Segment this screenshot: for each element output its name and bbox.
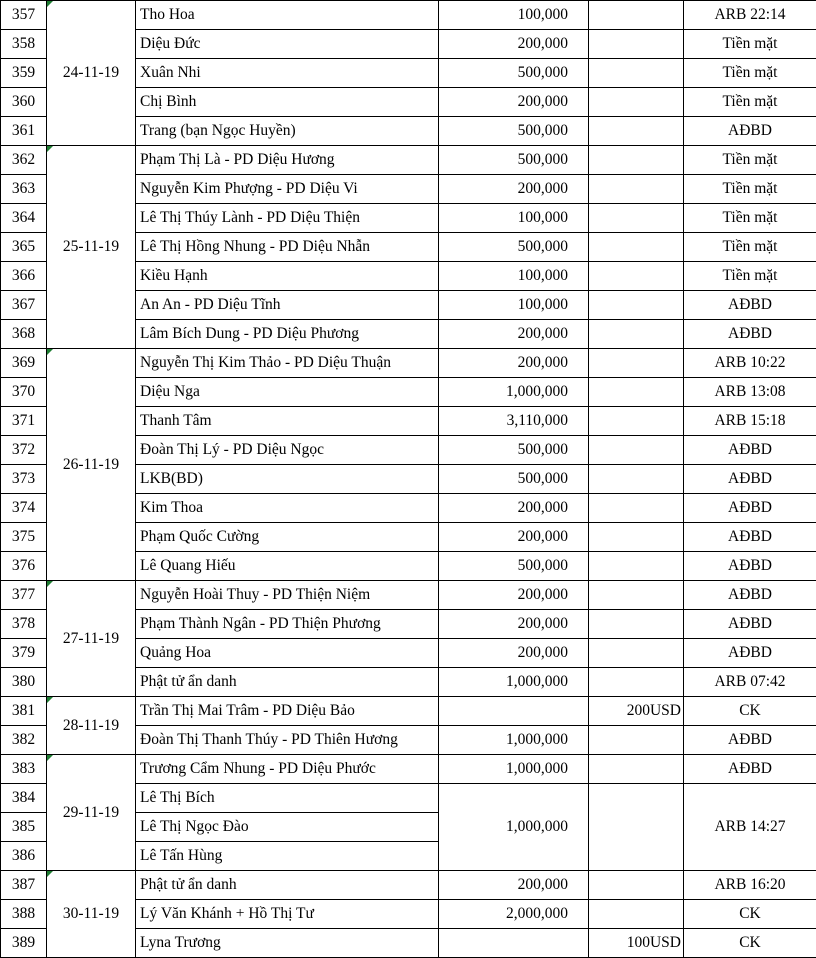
- row-number-cell: 386: [1, 842, 47, 871]
- amount-usd-cell: 100USD: [589, 929, 684, 958]
- row-number-cell: 361: [1, 117, 47, 146]
- donor-name-cell: An An - PD Diệu Tĩnh: [136, 291, 439, 320]
- donor-name-cell: Nguyễn Hoài Thuy - PD Thiện Niệm: [136, 581, 439, 610]
- payment-method-cell: AĐBD: [684, 436, 816, 465]
- date-cell: 24-11-19: [47, 1, 136, 146]
- table-row: [1, 581, 816, 610]
- date-cell: 29-11-19: [47, 755, 136, 871]
- donor-name-cell: Trương Cẩm Nhung - PD Diệu Phước: [136, 755, 439, 784]
- cell-comment-marker: [47, 697, 53, 703]
- amount-vnd-cell: 500,000: [439, 146, 589, 175]
- row-number-cell: 379: [1, 639, 47, 668]
- row-number-cell: 387: [1, 871, 47, 900]
- amount-vnd-cell: 1,000,000: [439, 668, 589, 697]
- row-number-cell: 370: [1, 378, 47, 407]
- cell-comment-marker: [47, 146, 53, 152]
- donor-name-cell: Diệu Nga: [136, 378, 439, 407]
- amount-vnd-cell: 3,110,000: [439, 407, 589, 436]
- amount-usd-cell: [589, 871, 684, 900]
- amount-vnd-cell: [439, 929, 589, 958]
- payment-method-cell: ARB 13:08: [684, 378, 816, 407]
- payment-method-cell: AĐBD: [684, 552, 816, 581]
- amount-usd-cell: [589, 320, 684, 349]
- amount-vnd-cell: 200,000: [439, 175, 589, 204]
- amount-vnd-cell: 200,000: [439, 610, 589, 639]
- payment-method-cell: ARB 16:20: [684, 871, 816, 900]
- table-row: [1, 1, 816, 30]
- amount-usd-cell: [589, 233, 684, 262]
- payment-method-cell: CK: [684, 929, 816, 958]
- payment-method-cell: ARB 22:14: [684, 1, 816, 30]
- donor-name-cell: Lyna Trương: [136, 929, 439, 958]
- row-number-cell: 362: [1, 146, 47, 175]
- payment-method-cell: CK: [684, 697, 816, 726]
- payment-method-cell: AĐBD: [684, 465, 816, 494]
- amount-usd-cell: [589, 465, 684, 494]
- row-number-cell: 384: [1, 784, 47, 813]
- payment-method-cell: Tiền mặt: [684, 88, 816, 117]
- table-row: [1, 146, 816, 175]
- amount-usd-cell: [589, 668, 684, 697]
- amount-vnd-cell: 1,000,000: [439, 784, 589, 871]
- amount-vnd-cell: 200,000: [439, 88, 589, 117]
- payment-method-cell: AĐBD: [684, 523, 816, 552]
- donor-name-cell: Nguyễn Kim Phượng - PD Diệu Vi: [136, 175, 439, 204]
- donor-name-cell: LKB(BD): [136, 465, 439, 494]
- row-number-cell: 364: [1, 204, 47, 233]
- donor-name-cell: Xuân Nhi: [136, 59, 439, 88]
- payment-method-cell: AĐBD: [684, 639, 816, 668]
- amount-vnd-cell: 200,000: [439, 320, 589, 349]
- row-number-cell: 383: [1, 755, 47, 784]
- amount-vnd-cell: 1,000,000: [439, 755, 589, 784]
- row-number-cell: 367: [1, 291, 47, 320]
- payment-method-cell: AĐBD: [684, 726, 816, 755]
- row-number-cell: 376: [1, 552, 47, 581]
- amount-vnd-cell: 200,000: [439, 581, 589, 610]
- payment-method-cell: Tiền mặt: [684, 59, 816, 88]
- amount-usd-cell: [589, 755, 684, 784]
- donor-name-cell: Phật tử ẩn danh: [136, 871, 439, 900]
- date-cell: 30-11-19: [47, 871, 136, 958]
- amount-vnd-cell: 500,000: [439, 465, 589, 494]
- payment-method-cell: ARB 07:42: [684, 668, 816, 697]
- row-number-cell: 368: [1, 320, 47, 349]
- table-row: [1, 349, 816, 378]
- amount-usd-cell: [589, 262, 684, 291]
- payment-method-cell: Tiền mặt: [684, 175, 816, 204]
- payment-method-cell: AĐBD: [684, 291, 816, 320]
- amount-usd-cell: [589, 1, 684, 30]
- payment-method-cell: ARB 10:22: [684, 349, 816, 378]
- payment-method-cell: Tiền mặt: [684, 262, 816, 291]
- amount-vnd-cell: 100,000: [439, 291, 589, 320]
- donor-name-cell: Lê Thị Thúy Lành - PD Diệu Thiện: [136, 204, 439, 233]
- payment-method-cell: AĐBD: [684, 755, 816, 784]
- donor-name-cell: Kiều Hạnh: [136, 262, 439, 291]
- cell-comment-marker: [47, 755, 53, 761]
- date-cell: 27-11-19: [47, 581, 136, 697]
- payment-method-cell: AĐBD: [684, 581, 816, 610]
- row-number-cell: 388: [1, 900, 47, 929]
- payment-method-cell: Tiền mặt: [684, 30, 816, 59]
- amount-usd-cell: [589, 88, 684, 117]
- row-number-cell: 374: [1, 494, 47, 523]
- payment-method-cell: AĐBD: [684, 610, 816, 639]
- amount-vnd-cell: 200,000: [439, 349, 589, 378]
- amount-vnd-cell: 100,000: [439, 262, 589, 291]
- donor-name-cell: Phạm Thị Là - PD Diệu Hương: [136, 146, 439, 175]
- donor-name-cell: Phật tử ẩn danh: [136, 668, 439, 697]
- amount-vnd-cell: 200,000: [439, 30, 589, 59]
- date-cell: 26-11-19: [47, 349, 136, 581]
- row-number-cell: 357: [1, 1, 47, 30]
- payment-method-cell: AĐBD: [684, 320, 816, 349]
- amount-usd-cell: [589, 349, 684, 378]
- donation-table-body: [1, 1, 816, 958]
- row-number-cell: 375: [1, 523, 47, 552]
- row-number-cell: 359: [1, 59, 47, 88]
- amount-usd-cell: [589, 117, 684, 146]
- date-cell: 28-11-19: [47, 697, 136, 755]
- row-number-cell: 385: [1, 813, 47, 842]
- row-number-cell: 382: [1, 726, 47, 755]
- payment-method-cell: Tiền mặt: [684, 204, 816, 233]
- amount-usd-cell: [589, 900, 684, 929]
- donor-name-cell: Lâm Bích Dung - PD Diệu Phương: [136, 320, 439, 349]
- cell-comment-marker: [47, 1, 53, 7]
- amount-vnd-cell: 1,000,000: [439, 726, 589, 755]
- donor-name-cell: Quảng Hoa: [136, 639, 439, 668]
- donor-name-cell: Lê Quang Hiếu: [136, 552, 439, 581]
- donor-name-cell: Lê Thị Bích: [136, 784, 439, 813]
- amount-vnd-cell: 500,000: [439, 436, 589, 465]
- amount-usd-cell: [589, 175, 684, 204]
- amount-usd-cell: [589, 436, 684, 465]
- amount-usd-cell: [589, 291, 684, 320]
- payment-method-cell: AĐBD: [684, 117, 816, 146]
- payment-method-cell: Tiền mặt: [684, 146, 816, 175]
- cell-comment-marker: [47, 349, 53, 355]
- amount-vnd-cell: 500,000: [439, 233, 589, 262]
- table-row: [1, 871, 816, 900]
- row-number-cell: 365: [1, 233, 47, 262]
- row-number-cell: 373: [1, 465, 47, 494]
- payment-method-cell: Tiền mặt: [684, 233, 816, 262]
- row-number-cell: 363: [1, 175, 47, 204]
- payment-method-cell: CK: [684, 900, 816, 929]
- amount-vnd-cell: 2,000,000: [439, 900, 589, 929]
- date-cell: 25-11-19: [47, 146, 136, 349]
- row-number-cell: 369: [1, 349, 47, 378]
- amount-usd-cell: [589, 784, 684, 871]
- row-number-cell: 380: [1, 668, 47, 697]
- row-number-cell: 377: [1, 581, 47, 610]
- amount-usd-cell: [589, 59, 684, 88]
- cell-comment-marker: [47, 871, 53, 877]
- donor-name-cell: Nguyễn Thị Kim Thảo - PD Diệu Thuận: [136, 349, 439, 378]
- donor-name-cell: Lê Tấn Hùng: [136, 842, 439, 871]
- amount-usd-cell: [589, 146, 684, 175]
- amount-usd-cell: [589, 523, 684, 552]
- row-number-cell: 358: [1, 30, 47, 59]
- payment-method-cell: ARB 15:18: [684, 407, 816, 436]
- amount-usd-cell: [589, 726, 684, 755]
- cell-comment-marker: [47, 581, 53, 587]
- donor-name-cell: Tho Hoa: [136, 1, 439, 30]
- donor-name-cell: Lê Thị Hồng Nhung - PD Diệu Nhẫn: [136, 233, 439, 262]
- amount-vnd-cell: 1,000,000: [439, 378, 589, 407]
- table-row: [1, 697, 816, 726]
- amount-usd-cell: 200USD: [589, 697, 684, 726]
- amount-usd-cell: [589, 639, 684, 668]
- row-number-cell: 381: [1, 697, 47, 726]
- amount-usd-cell: [589, 552, 684, 581]
- donor-name-cell: Thanh Tâm: [136, 407, 439, 436]
- table-row: [1, 755, 816, 784]
- amount-vnd-cell: 200,000: [439, 523, 589, 552]
- amount-usd-cell: [589, 494, 684, 523]
- amount-vnd-cell: 200,000: [439, 871, 589, 900]
- amount-usd-cell: [589, 610, 684, 639]
- row-number-cell: 378: [1, 610, 47, 639]
- amount-vnd-cell: [439, 697, 589, 726]
- amount-vnd-cell: 100,000: [439, 204, 589, 233]
- row-number-cell: 371: [1, 407, 47, 436]
- row-number-cell: 372: [1, 436, 47, 465]
- donor-name-cell: Chị Bình: [136, 88, 439, 117]
- donor-name-cell: Diệu Đức: [136, 30, 439, 59]
- donor-name-cell: Lê Thị Ngọc Đào: [136, 813, 439, 842]
- payment-method-cell: ARB 14:27: [684, 784, 816, 871]
- amount-usd-cell: [589, 30, 684, 59]
- donor-name-cell: Phạm Quốc Cường: [136, 523, 439, 552]
- amount-vnd-cell: 200,000: [439, 639, 589, 668]
- amount-usd-cell: [589, 204, 684, 233]
- donor-name-cell: Đoàn Thị Thanh Thúy - PD Thiên Hương: [136, 726, 439, 755]
- row-number-cell: 389: [1, 929, 47, 958]
- amount-vnd-cell: 500,000: [439, 59, 589, 88]
- amount-vnd-cell: 200,000: [439, 494, 589, 523]
- donor-name-cell: Trần Thị Mai Trâm - PD Diệu Bảo: [136, 697, 439, 726]
- donor-name-cell: Kim Thoa: [136, 494, 439, 523]
- amount-usd-cell: [589, 378, 684, 407]
- amount-vnd-cell: 500,000: [439, 552, 589, 581]
- amount-vnd-cell: 500,000: [439, 117, 589, 146]
- row-number-cell: 360: [1, 88, 47, 117]
- amount-usd-cell: [589, 581, 684, 610]
- donor-name-cell: Đoàn Thị Lý - PD Diệu Ngọc: [136, 436, 439, 465]
- amount-usd-cell: [589, 407, 684, 436]
- donor-name-cell: Trang (bạn Ngọc Huyền): [136, 117, 439, 146]
- donor-name-cell: Phạm Thành Ngân - PD Thiện Phương: [136, 610, 439, 639]
- payment-method-cell: AĐBD: [684, 494, 816, 523]
- amount-vnd-cell: 100,000: [439, 1, 589, 30]
- row-number-cell: 366: [1, 262, 47, 291]
- donor-name-cell: Lý Văn Khánh + Hồ Thị Tư: [136, 900, 439, 929]
